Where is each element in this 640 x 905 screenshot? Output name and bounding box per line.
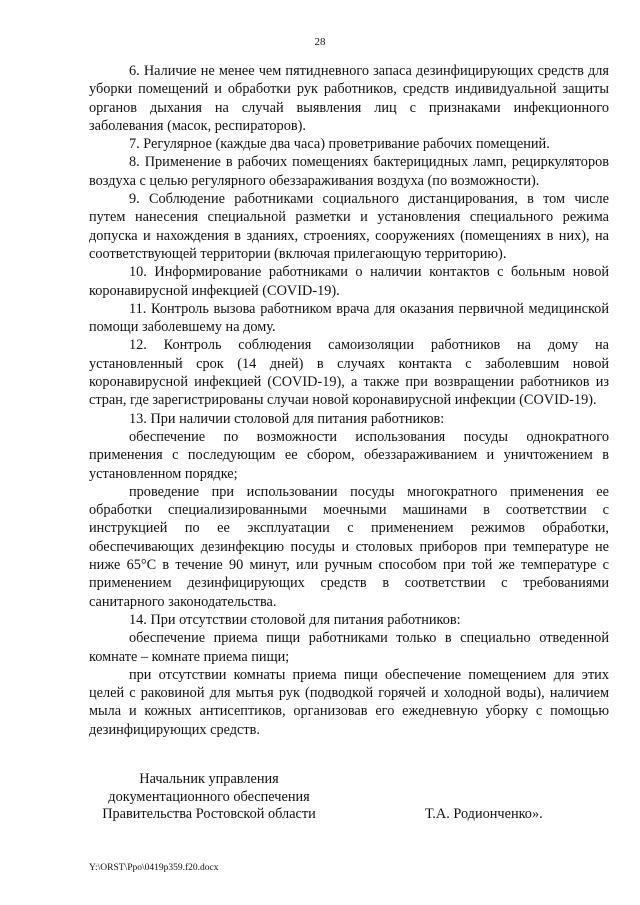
signatory-title-line-2: документационного обеспечения [108, 788, 310, 805]
paragraph-14: 14. При отсутствии столовой для питания работников: [129, 611, 461, 628]
paragraph-10: 10. Информирование работниками о наличии контактов с больным новой коронавирусной инфекцией (COVID-19). [89, 264, 609, 299]
paragraph-13-item-2: проведение при использовании посуды многократного применения ее обработки специализированными моечными машинами в соответствии с инструкцией по ее эксплуатации с применением режимов обработки, обеспечивающих дезинфекцию посуды и столовых приборов при температуре не ниже 65°С в течение 90 минут, или ручным способом при той же температуре с применением дезинфицирующих средств в соответствии с требованиями санитарного законодательства. [89, 483, 609, 610]
paragraph-12: 12. Контроль соблюдения самоизоляции работников на дому на установленный срок (14 дней) в случаях контакта с заболевшим новой коронавирусной инфекцией (COVID-19), а также при возвращении работников из стран, где зарегистрированы случаи новой коронавирусной инфекции (COVID-19). [89, 337, 609, 409]
paragraph-14-item-1: обеспечение приема пищи работниками только в специально отведенной комнате – комнате приема пищи; [89, 630, 609, 665]
paragraph-6: 6. Наличие не менее чем пятидневного запаса дезинфицирующих средств для уборки помещений и обработки рук работников, средств индивидуальной защиты органов дыхания на случай выявления лиц с признаками инфекционного заболевания (масок, респираторов). [89, 63, 609, 134]
signatory-title-line-1: Начальник управления [139, 771, 279, 787]
signatory-title [89, 771, 329, 824]
file-path: Y:\ORST\Ppo\0419p359.f20.docx [89, 863, 219, 873]
paragraph-11: 11. Контроль вызова работником врача для оказания первичной медицинской помощи заболевшему на дому. [89, 300, 609, 336]
paragraph-13-item-1: обеспечение по возможности использования посуды однократного применения с последующим ее сбором, обеззараживанием и уничтожением в установленном порядке; [89, 428, 609, 482]
signatory-title-line-3: Правительства Ростовской области [102, 806, 316, 822]
signatory-name: Т.А. Родионченко». [425, 806, 543, 822]
paragraph-7: 7. Регулярное (каждые два часа) проветривание рабочих помещений. [129, 136, 550, 153]
page-number: 28 [314, 36, 326, 48]
document-body [89, 62, 609, 739]
paragraph-8: 8. Применение в рабочих помещениях бактерицидных ламп, рециркуляторов воздуха с целью регулярного обеззараживания воздуха (по возможности). [89, 154, 609, 189]
paragraph-13: 13. При наличии столовой для питания работников: [129, 410, 445, 427]
paragraph-9: 9. Соблюдение работниками социального дистанцирования, в том числе путем нанесения специальной разметки и установления специального режима допуска и нахождения в зданиях, строениях, сооружениях (помещениях в них), на соответствующей территории (включая прилегающую территорию). [89, 191, 609, 262]
paragraph-14-item-2: при отсутствии комнаты приема пищи обеспечение помещением для этих целей с раковиной для мытья рук (подводкой горячей и холодной воды), наличием мыла и кожных антисептиков, организовав его ежедневную уборку с помощью дезинфицирующих средств. [89, 666, 609, 738]
